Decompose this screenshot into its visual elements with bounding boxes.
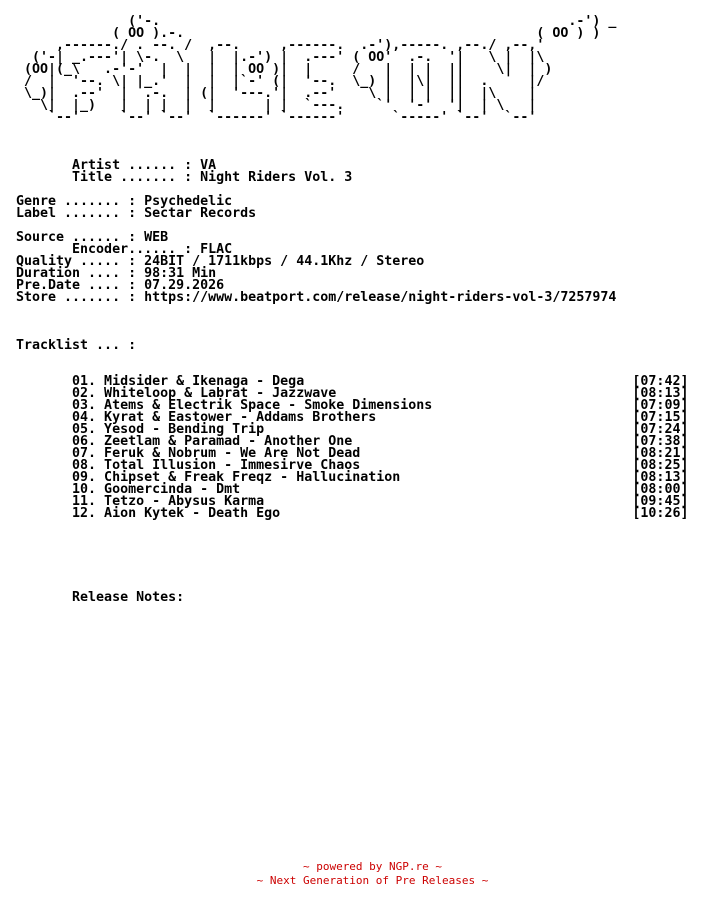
- nfo-text: ('-. .-') _ ( OO ).-. ( OO ) ) ,------./ . --. / ,--. ,------. .-'),-----. ,--./ ,--,' ('-| _.---'| \-. \ | |.-') | .---' ( OO' .-. '| \ | |\ (OO|(_\ .-'-' | | | | OO )| | / | | | || \| | ) / | '--. \| |_.' | | |`-' (| '--. \_) | |\| || . |/ \_)| .--' | .-. | (| '---.'| .--' \ | | | || |\ | \| |_) | | | | | | | `---. `' '-' '| | \ | `--' `--' `--' `------' `------' `-----' `--' `--' Artist ...... : VA Title ....... : Night Riders Vol. 3 Genre ....... : Psychedelic Label ....... : Sectar Records Source ...... : WEB Encoder...... : FLAC Quality ..... : 24BIT / 1711kbps / 44.1Khz / Stereo Duration .... : 98:31 Min Pre.Date .... : 07.29.2026 Store ....... : https://www.beatport.com/release/night-riders-vol-3/7257974 Tracklist ... : 01. Midsider & Ikenaga - Dega [07:42] 02. Whiteloop & Labrat - Jazzwave [08:13] 03. Atems & Electrik Space - Smoke Dimensions [07:09] 04. Kyrat & Eastower - Addams Brothers [07:15] 05. Yesod - Bending Trip [07:24] 06. Zeetlam & Paramad - Another One [07:38] 07. Feruk & Nobrum - We Are Not Dead [08:21] 08. Total Illusion - Immesirve Chaos [08:25] 09. Chipset & Freak Freqz - Hallucination [08:13] 10. Goomercinda - Dmt [08:00] 11. Tetzo - Abysus Karma [09:45] 12. Aion Kytek - Death Ego [10:26] Release Notes:: [16, 14, 689, 605]
- powered-by-line: ~ powered by NGP.re ~: [302, 860, 443, 873]
- tagline: ~ Next Generation of Pre Releases ~: [256, 874, 489, 887]
